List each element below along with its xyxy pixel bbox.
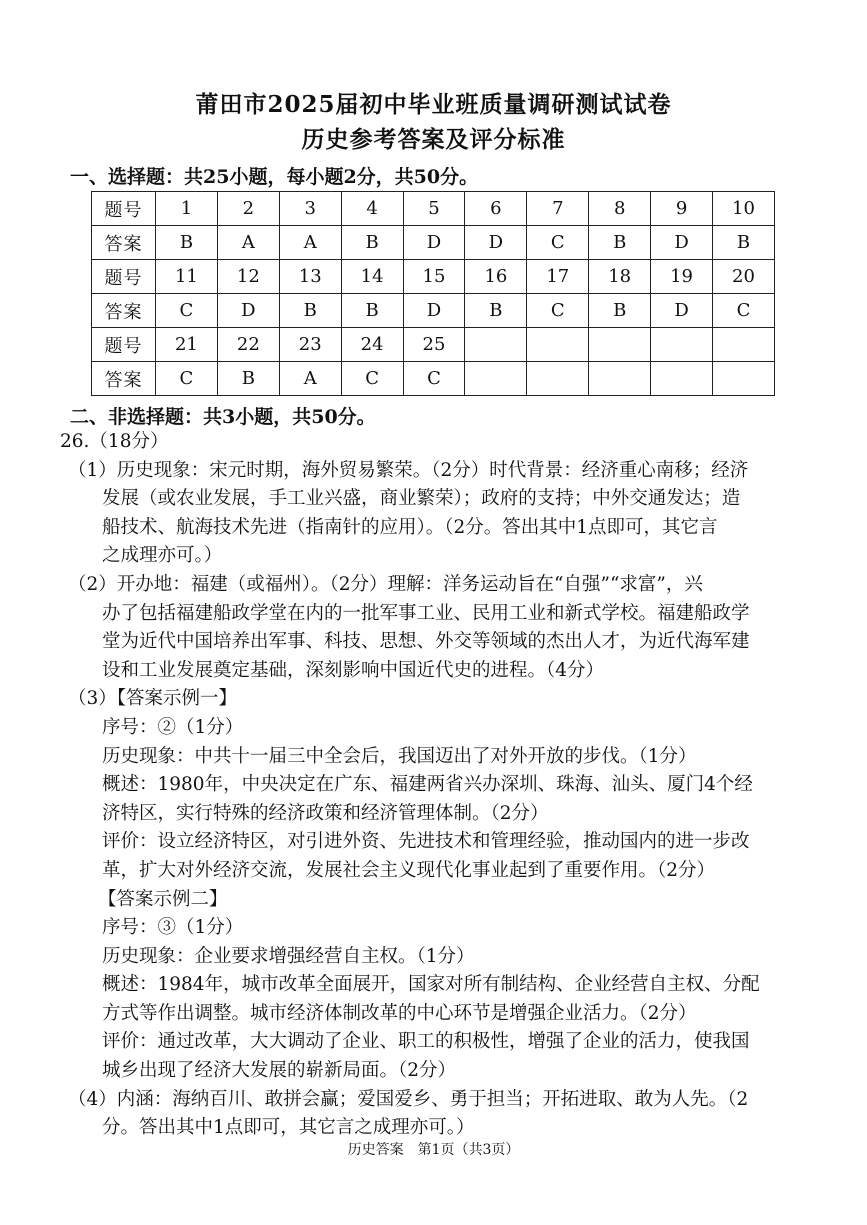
answer-cell: B (713, 226, 775, 260)
q26-part3-line: 方式等作出调整。城市经济体制改革的中心环节是增强企业活力。（2分） (102, 1002, 697, 1024)
question-number-cell: 4 (341, 192, 403, 226)
q26-part3-header: （3）【答案示例一】 (68, 688, 238, 710)
answer-cell: C (341, 362, 403, 396)
question-number-cell (651, 328, 713, 362)
question-number-cell: 23 (279, 328, 341, 362)
answer-cell: C (403, 362, 465, 396)
answer-cell: D (217, 294, 279, 328)
answer-cell: B (341, 294, 403, 328)
q26-part3-line: 历史现象：中共十一届三中全会后，我国迈出了对外开放的步伐。（1分） (102, 745, 697, 767)
section1-heading: 一、选择题：共25小题，每小题2分，共50分。 (70, 166, 479, 188)
answer-cell: C (527, 226, 589, 260)
page-title: 莆田市2025届初中毕业班质量调研测试试卷 (195, 91, 672, 118)
question-number-cell: 2 (217, 192, 279, 226)
question-number-cell: 12 (217, 260, 279, 294)
row-label-question: 题号 (92, 260, 156, 294)
answer-cell: B (465, 294, 527, 328)
q26-part2-line: （2）开办地：福建（或福州）。（2分）理解：洋务运动旨在“自强”“求富”，兴 (68, 573, 703, 595)
question-number-row (92, 328, 775, 362)
q26-part2-line: 设和工业发展奠定基础，深刻影响中国近代史的进程。（4分） (102, 659, 605, 681)
answer-cell: D (403, 226, 465, 260)
question-number-cell: 6 (465, 192, 527, 226)
answer-cell: A (279, 362, 341, 396)
answer-cell (713, 362, 775, 396)
row-label-answer: 答案 (92, 226, 156, 260)
question-number-cell: 5 (403, 192, 465, 226)
q26-part3-example2-header: 【答案示例二】 (98, 888, 228, 910)
question-number-cell: 18 (589, 260, 651, 294)
q26-header: 26.（18分） (60, 431, 169, 452)
question-number-cell: 15 (403, 260, 465, 294)
q26-answer-text (60, 428, 805, 1143)
q26-part3-line: 历史现象：企业要求增强经营自主权。（1分） (102, 945, 475, 967)
question-number-cell: 19 (651, 260, 713, 294)
q26-part1-line: （1）历史现象：宋元时期，海外贸易繁荣。（2分）时代背景：经济重心南移；经济 (68, 459, 749, 481)
answer-cell: D (403, 294, 465, 328)
answer-cell: C (713, 294, 775, 328)
q26-part3-line: 序号：③（1分） (102, 917, 244, 939)
q26-part2-line: 堂为近代中国培养出军事、科技、思想、外交等领域的杰出人才，为近代海军建 (102, 631, 750, 653)
question-number-cell: 9 (651, 192, 713, 226)
question-number-cell: 16 (465, 260, 527, 294)
answer-cell: B (341, 226, 403, 260)
page-subtitle: 历史参考答案及评分标准 (301, 126, 566, 153)
q26-part1-line: 船技术、航海技术先进（指南针的应用）。（2分。答出其中1点即可，其它言 (102, 516, 718, 538)
question-number-cell (589, 328, 651, 362)
answer-row (92, 226, 775, 260)
question-number-cell: 8 (589, 192, 651, 226)
answer-cell (527, 362, 589, 396)
answer-cell: B (589, 294, 651, 328)
q26-part3-line: 序号：②（1分） (102, 716, 244, 738)
question-number-cell: 7 (527, 192, 589, 226)
question-number-cell: 22 (217, 328, 279, 362)
q26-part3-line: 济特区，实行特殊的经济政策和经济管理体制。（2分） (102, 802, 549, 824)
question-number-cell (527, 328, 589, 362)
question-number-cell: 20 (713, 260, 775, 294)
q26-part4-line: （4）内涵：海纳百川、敢拼会赢；爱国爱乡、勇于担当；开拓进取、敢为人先。（2 (68, 1088, 749, 1110)
q26-part3-line: 评价：设立经济特区，对引进外资、先进技术和管理经验，推动国内的进一步改 (102, 831, 750, 853)
q26-part3-line: 城乡出现了经济大发展的崭新局面。（2分） (102, 1060, 457, 1082)
question-number-cell: 14 (341, 260, 403, 294)
q26-part3-line: 革，扩大对外经济交流，发展社会主义现代化事业起到了重要作用。（2分） (102, 859, 716, 881)
answer-cell: C (527, 294, 589, 328)
answer-cell: B (279, 294, 341, 328)
question-number-cell: 25 (403, 328, 465, 362)
answer-cell: A (217, 226, 279, 260)
question-number-cell: 3 (279, 192, 341, 226)
answer-cell: B (589, 226, 651, 260)
answer-row (92, 294, 775, 328)
q26-part3-line: 概述：1984年，城市改革全面展开，国家对所有制结构、企业经营自主权、分配 (102, 974, 760, 996)
question-number-row (92, 260, 775, 294)
answer-cell: D (465, 226, 527, 260)
answer-cell: C (156, 362, 218, 396)
row-label-question: 题号 (92, 328, 156, 362)
question-number-row (92, 192, 775, 226)
answer-cell: A (279, 226, 341, 260)
answer-cell: B (217, 362, 279, 396)
row-label-question: 题号 (92, 192, 156, 226)
answer-cell: B (156, 226, 218, 260)
question-number-cell: 11 (156, 260, 218, 294)
q26-part1-line: 发展（或农业发展，手工业兴盛，商业繁荣）；政府的支持；中外交通发达；造 (102, 488, 741, 510)
row-label-answer: 答案 (92, 294, 156, 328)
row-label-answer: 答案 (92, 362, 156, 396)
answer-cell: D (651, 294, 713, 328)
question-number-cell (465, 328, 527, 362)
question-number-cell: 21 (156, 328, 218, 362)
question-number-cell: 13 (279, 260, 341, 294)
answer-cell (465, 362, 527, 396)
q26-part1-line: 之成理亦可。） (102, 545, 223, 567)
question-number-cell: 24 (341, 328, 403, 362)
q26-part3-line: 概述：1980年，中央决定在广东、福建两省兴办深圳、珠海、汕头、厦门4个经 (102, 774, 753, 796)
q26-part3-line: 评价：通过改革，大大调动了企业、职工的积极性，增强了企业的活力，使我国 (102, 1031, 750, 1053)
page-footer: 历史答案 第1页（共3页） (347, 1142, 520, 1158)
question-number-cell: 17 (527, 260, 589, 294)
question-number-cell (713, 328, 775, 362)
section2-heading: 二、非选择题：共3小题，共50分。 (70, 406, 376, 428)
question-number-cell: 10 (713, 192, 775, 226)
answer-row (92, 362, 775, 396)
answer-table (91, 191, 775, 396)
answer-cell (589, 362, 651, 396)
answer-cell: C (156, 294, 218, 328)
q26-part2-line: 办了包括福建船政学堂在内的一批军事工业、民用工业和新式学校。福建船政学 (102, 602, 750, 624)
q26-part4-line: 分。答出其中1点即可，其它言之成理亦可。） (102, 1117, 475, 1139)
answer-cell: D (651, 226, 713, 260)
question-number-cell: 1 (156, 192, 218, 226)
answer-cell (651, 362, 713, 396)
